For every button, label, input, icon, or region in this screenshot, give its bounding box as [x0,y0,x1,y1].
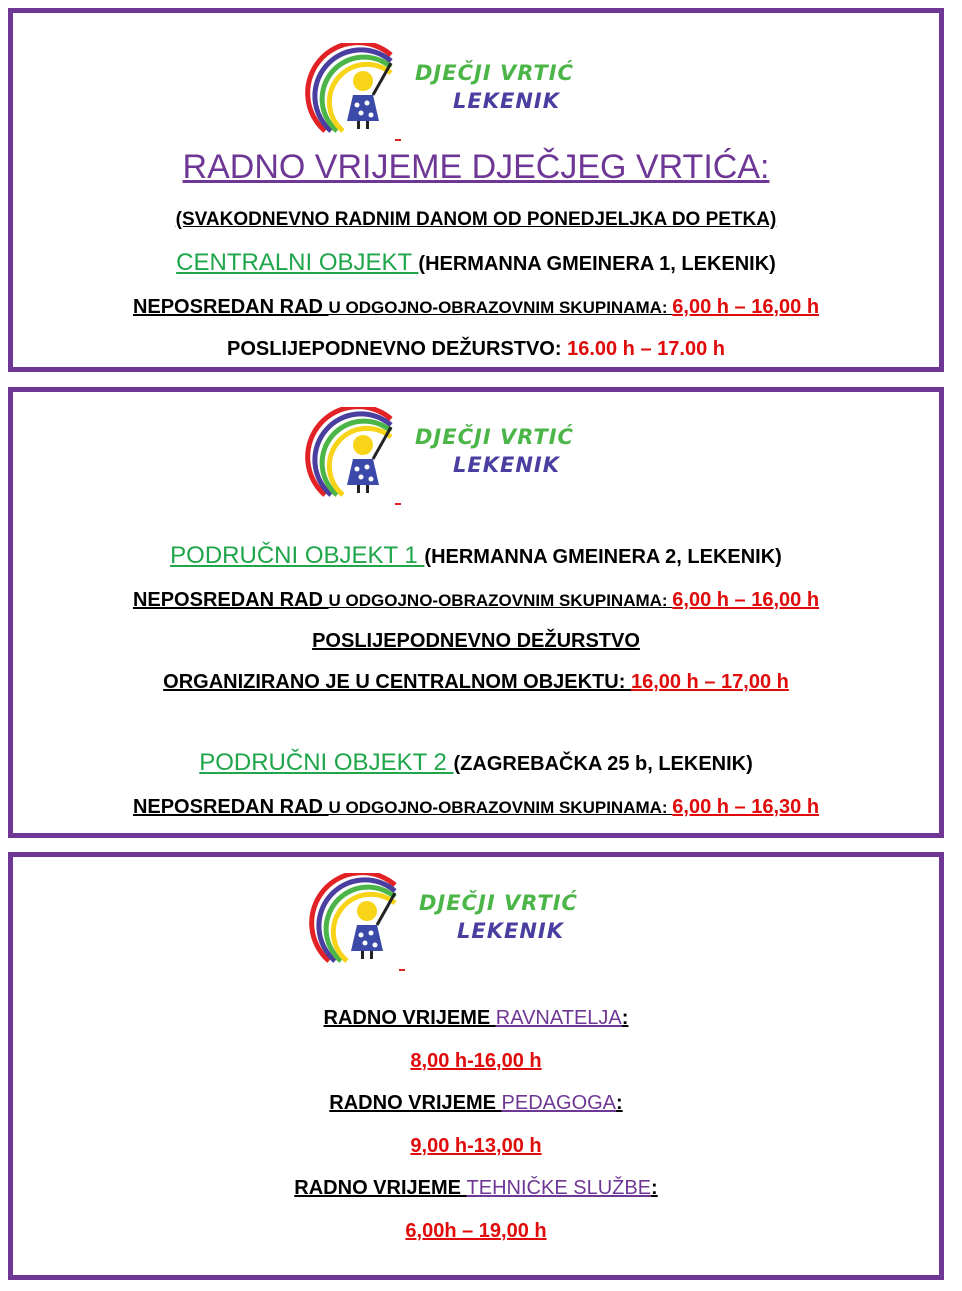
logo-dash [395,503,401,505]
director-hours-text: 8,00 h-16,00 h [410,1050,542,1072]
page-title: RADNO VRIJEME DJEČJEG VRTIĆA: [182,148,770,186]
object2-work-hours: 6,00 h – 16,30 h [672,796,820,818]
kindergarten-logo [305,407,635,499]
director-role: RAVNATELJA [495,1007,622,1029]
logo-name: DJEČJI VRTIĆ [419,891,578,915]
panel-regional-objects [8,387,944,838]
object1-work-label-b: U ODGOJNO-OBRAZOVNIM SKUPINAMA: [328,591,673,610]
logo-name: DJEČJI VRTIĆ [415,425,574,449]
central-duty-row [13,338,939,361]
central-work-hours: 6,00 h – 16,00 h [672,296,820,318]
kindergarten-logo [305,43,635,135]
object1-duty-label [13,630,939,653]
central-object-heading [13,249,939,277]
technical-prefix: RADNO VRIJEME [294,1177,467,1199]
technical-heading [13,1177,939,1200]
director-heading [13,1007,939,1030]
object1-duty-row [13,671,939,694]
pedagogue-role: PEDAGOGA [501,1092,617,1114]
pedagogue-hours [13,1135,939,1158]
object2-address: (ZAGREBAČKA 25 b, LEKENIK) [453,753,753,775]
technical-hours-text: 6,00h – 19,00 h [405,1220,547,1242]
central-work-label-b: U ODGOJNO-OBRAZOVNIM SKUPINAMA: [328,298,673,317]
panel-staff-hours [8,852,944,1280]
object2-work-label-a: NEPOSREDAN RAD [132,796,329,818]
object1-address: (HERMANNA GMEINERA 2, LEKENIK) [424,546,782,568]
central-duty-label: POSLIJEPODNEVNO DEŽURSTVO: [227,338,568,360]
object1-work-hours: 6,00 h – 16,00 h [672,589,820,611]
object1-name: PODRUČNI OBJEKT 1 [170,542,425,569]
central-duty-hours: 16.00 h – 17.00 h [567,338,725,360]
panel-central-object [8,8,944,372]
director-colon: : [621,1007,629,1029]
director-prefix: RADNO VRIJEME [323,1007,496,1029]
technical-hours [13,1220,939,1243]
logo-dash [399,969,405,971]
pedagogue-colon: : [616,1092,623,1114]
pedagogue-prefix: RADNO VRIJEME [329,1092,502,1114]
central-work-label-a: NEPOSREDAN RAD [132,296,329,318]
duty-label-text: POSLIJEPODNEVNO DEŽURSTVO [312,630,640,652]
object1-work-label-a: NEPOSREDAN RAD [132,589,329,611]
central-object-address: (HERMANNA GMEINERA 1, LEKENIK) [418,253,776,275]
pedagogue-hours-text: 9,00 h-13,00 h [410,1135,542,1157]
object2-work-row [13,796,939,819]
logo-dash [395,139,401,141]
director-hours [13,1050,939,1073]
schedule-subtitle: (SVAKODNEVNO RADNIM DANOM OD PONEDJELJKA DO PETKA) [175,209,777,230]
object2-heading [13,749,939,777]
duty-hours: 16,00 h – 17,00 h [630,671,789,693]
central-object-name: CENTRALNI OBJEKT [176,249,419,276]
pedagogue-heading [13,1092,939,1115]
rainbow-girl-logo-icon [305,407,405,499]
logo-place: LEKENIK [457,919,565,943]
central-work-row [13,296,939,319]
logo-name: DJEČJI VRTIĆ [415,61,574,85]
duty-note: ORGANIZIRANO JE U CENTRALNOM OBJEKTU: [163,671,631,693]
object1-heading [13,542,939,570]
object2-work-label-b: U ODGOJNO-OBRAZOVNIM SKUPINAMA: [328,798,673,817]
logo-place: LEKENIK [453,453,561,477]
kindergarten-logo [309,873,639,965]
technical-role: TEHNIČKE SLUŽBE [466,1177,652,1199]
logo-place: LEKENIK [453,89,561,113]
rainbow-girl-logo-icon [309,873,409,965]
technical-colon: : [651,1177,658,1199]
object2-name: PODRUČNI OBJEKT 2 [199,749,454,776]
rainbow-girl-logo-icon [305,43,405,135]
object1-work-row [13,589,939,612]
